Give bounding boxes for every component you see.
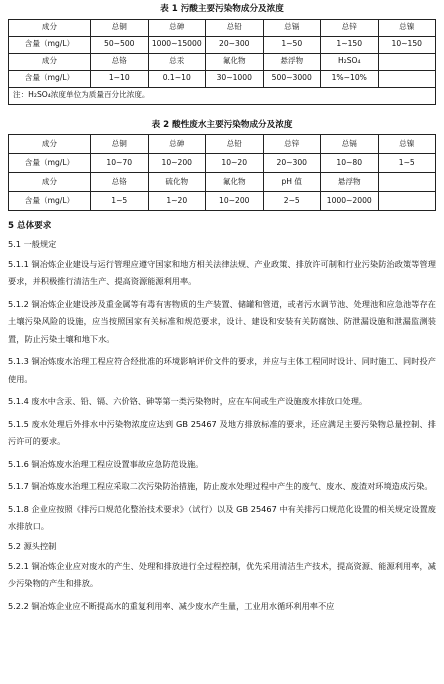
table-cell: 含量（mg/L） [9,36,91,53]
paragraph: 5.1.6 铜冶炼废水治理工程应设置事故应急防范设施。 [8,458,204,469]
table-cell: 成分 [9,19,91,36]
subsection-5-1-heading: 5.1 一般规定 [8,238,57,249]
table-cell: 总锌 [263,135,321,154]
table-cell: 1~20 [148,192,206,211]
table-cell: 总镍 [378,135,436,154]
paragraph: 5.1.8 企业应按照《排污口规范化整治技术要求》（试行）以及 GB 25467 中有关排污口规范化设置的相关规定设置废水排放口。 [8,503,436,532]
table-cell: 悬浮物 [263,53,321,70]
table-cell: 硫化物 [148,173,206,192]
table-row [9,154,436,173]
paragraph: 5.1.7 铜冶炼废水治理工程应采取二次污染防治措施，防止废水处理过程中产生的废气、废水、废渣对环境造成污染。 [8,481,433,492]
table-cell: 1~50 [263,36,321,53]
table-row [9,173,436,192]
paragraph: 5.1.4 废水中含汞、铅、镉、六价铬、砷等第一类污染物时，应在车间或生产设施废水排放口处理。 [8,396,368,407]
table-row [9,192,436,211]
table-cell: 1000~15000 [148,36,206,53]
table-cell: 总汞 [148,53,206,70]
table-cell: 总镍 [378,19,436,36]
table-cell: 总铬 [91,173,149,192]
table2-caption: 表 2 酸性废水主要污染物成分及浓度 [151,119,293,130]
table-cell [378,173,436,192]
subsection-5-1-body [8,256,436,536]
table-cell: 1~5 [91,192,149,211]
table1 [8,19,436,105]
table-cell: 总砷 [148,19,206,36]
table-row [9,19,436,36]
table-cell [378,70,436,87]
table2 [8,134,436,211]
table-cell: 成分 [9,135,91,154]
table-cell: 1~10 [91,70,149,87]
table-row [9,135,436,154]
paragraph: 5.1.5 废水处理后外排水中污染物浓度应达到 GB 25467 及地方排放标准的要求，还应满足主要污染物总量控制、排污许可的要求。 [8,418,436,447]
table-note: 注：H₂SO₄浓度单位为质量百分比浓度。 [9,87,436,104]
table1-caption: 表 1 污酸主要污染物成分及浓度 [160,4,284,14]
table-cell: 含量（mg/L） [9,154,91,173]
section-5-heading: 5 总体要求 [8,221,52,232]
table-cell: 10~200 [206,192,264,211]
table-cell: 总铅 [206,19,264,36]
table-cell: 20~300 [206,36,264,53]
table-row [9,70,436,87]
table-cell: 30~1000 [206,70,264,87]
table-cell: 悬浮物 [321,173,379,192]
table-cell [378,192,436,211]
table-cell: 总锌 [321,19,379,36]
table-cell: 10~80 [321,154,379,173]
table-cell: 10~20 [206,154,264,173]
table-cell: 1%~10% [321,70,379,87]
table-cell: 总铅 [206,135,264,154]
table-cell: 1~5 [378,154,436,173]
paragraph: 5.1.2 铜冶炼企业建设涉及重金属等有毒有害物质的生产装置、储罐和管道，或者污水调节池、处理池和应急池等存在土壤污染风险的设施，应当按照国家有关标准和规范要求，设计、建设和安装有关防腐蚀、防泄漏设施和泄漏监测装置，防止污染土壤和地下水。 [8,298,436,344]
table-cell: 10~200 [148,154,206,173]
table-note-row [9,87,436,104]
table-cell: 氟化物 [206,53,264,70]
table-cell: 总铬 [91,53,149,70]
table-cell: H₂SO₄ [321,53,379,70]
subsection-5-2-body [8,558,436,616]
table-row [9,53,436,70]
table-cell: 含量（mg/L） [9,192,91,211]
paragraph: 5.2.1 铜冶炼企业应对废水的产生、处理和排放进行全过程控制，优先采用清洁生产技术，提高资源、能源利用率，减少污染物的产生和排放。 [8,560,436,589]
table-cell: 成分 [9,53,91,70]
table-row [9,36,436,53]
paragraph: 5.1.3 铜冶炼废水治理工程应符合经批准的环境影响评价文件的要求，并应与主体工程同时设计、同时施工、同时投产使用。 [8,356,436,384]
table-cell: 500~3000 [263,70,321,87]
table-cell: 20~300 [263,154,321,173]
document-page [8,0,436,615]
table-cell: 氟化物 [206,173,264,192]
table-cell: 含量（mg/L） [9,70,91,87]
table-cell: 总铜 [91,19,149,36]
table-cell: 总镉 [321,135,379,154]
table-cell [378,53,436,70]
table-cell: pH 值 [263,173,321,192]
table-cell: 总铜 [91,135,149,154]
table-cell: 成分 [9,173,91,192]
table-cell: 50~500 [91,36,149,53]
table-cell: 10~150 [378,36,436,53]
paragraph: 5.1.1 铜冶炼企业建设与运行管理应遵守国家和地方相关法律法规、产业政策、排放许可制和行业污染防治政策等管理要求，并积极推行清洁生产、提高资源能源利用率。 [8,258,436,287]
table-cell: 总砷 [148,135,206,154]
subsection-5-2-heading: 5.2 源头控制 [8,540,57,551]
paragraph: 5.2.2 铜冶炼企业应不断提高水的重复利用率、减少废水产生量，工业用水循环利用率不应 [8,600,335,611]
table-cell: 2~5 [263,192,321,211]
table-cell: 10~70 [91,154,149,173]
table-cell: 总镉 [263,19,321,36]
table-cell: 0.1~10 [148,70,206,87]
table-cell: 1~150 [321,36,379,53]
table-cell: 1000~2000 [321,192,379,211]
